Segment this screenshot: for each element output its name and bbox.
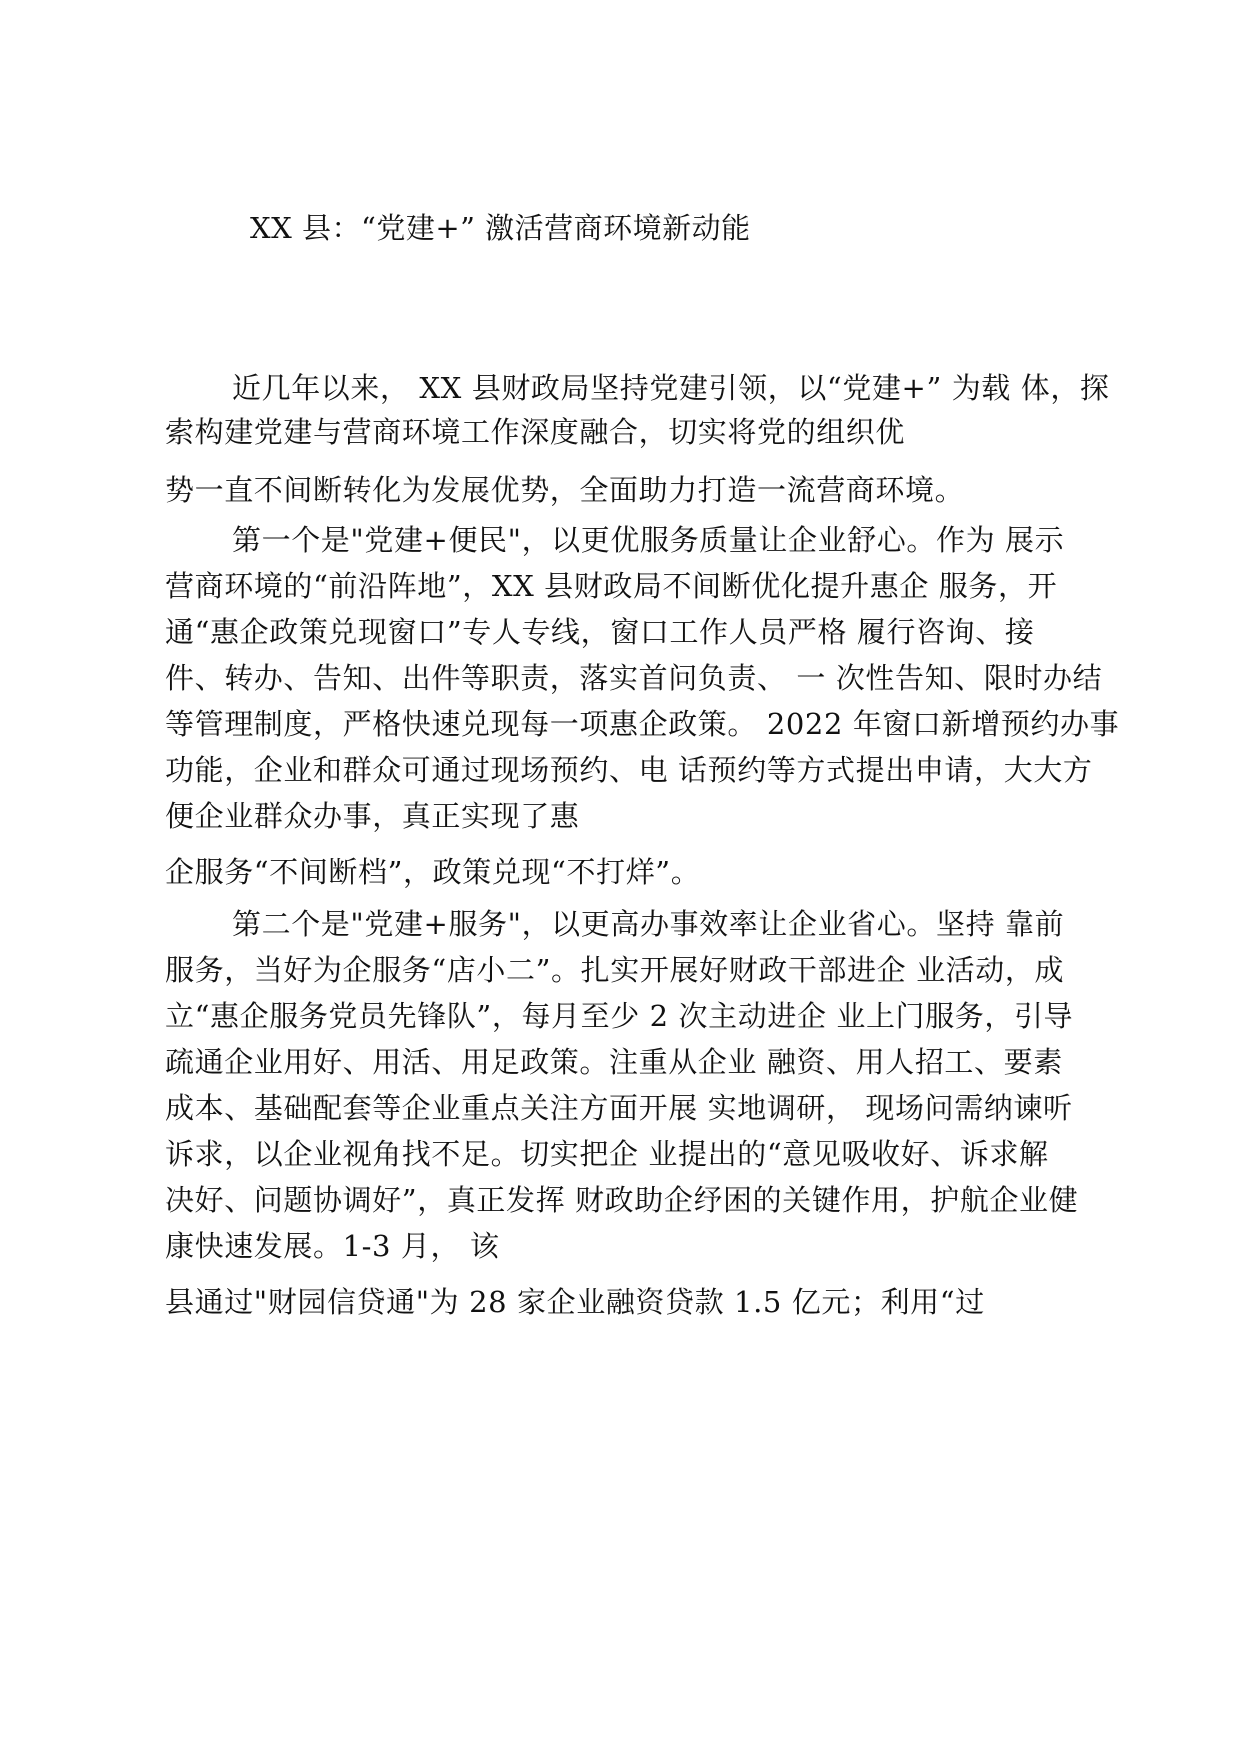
paragraph-5-line-5: 成本、基础配套等企业重点关注方面开展 实地调研， 现场问需纳谏听 bbox=[165, 1091, 1073, 1125]
paragraph-3-line-3: 通“惠企政策兑现窗口”专人专线，窗口工作人员严格 履行咨询、接 bbox=[165, 615, 1035, 649]
paragraph-5-line-1: 第二个是"党建+服务"，以更高办事效率让企业省心。坚持 靠前 bbox=[232, 907, 1065, 941]
paragraph-4-line-1: 企服务“不间断档”，政策兑现“不打烊”。 bbox=[165, 855, 701, 889]
paragraph-2-line-1: 势一直不间断转化为发展优势，全面助力打造一流营商环境。 bbox=[165, 473, 965, 507]
paragraph-5-line-3: 立“惠企服务党员先锋队”，每月至少 2 次主动进企 业上门服务，引导 bbox=[165, 999, 1074, 1033]
paragraph-3-line-6: 功能，企业和群众可通过现场预约、电 话预约等方式提出申请，大大方 bbox=[165, 753, 1093, 787]
paragraph-5-line-6: 诉求，以企业视角找不足。切实把企 业提出的“意见吸收好、诉求解 bbox=[165, 1137, 1049, 1171]
paragraph-1-line-1: 近几年以来， XX 县财政局坚持党建引领，以“党建+” 为载 体，探 bbox=[232, 371, 1110, 405]
paragraph-3-line-2: 营商环境的“前沿阵地”，XX 县财政局不间断优化提升惠企 服务，开 bbox=[165, 569, 1058, 603]
paragraph-3-line-5: 等管理制度，严格快速兑现每一项惠企政策。 2022 年窗口新增预约办事 bbox=[165, 707, 1120, 741]
paragraph-6-line-1: 县通过"财园信贷通"为 28 家企业融资贷款 1.5 亿元；利用“过 bbox=[165, 1285, 985, 1319]
paragraph-1-line-2: 索构建党建与营商环境工作深度融合，切实将党的组织优 bbox=[165, 415, 906, 449]
document-title: XX 县：“党建+” 激活营商环境新动能 bbox=[250, 211, 751, 245]
paragraph-5-line-7: 决好、问题协调好”，真正发挥 财政助企纾困的关键作用，护航企业健 bbox=[165, 1183, 1079, 1217]
paragraph-5-line-4: 疏通企业用好、用活、用足政策。注重从企业 融资、用人招工、要素 bbox=[165, 1045, 1063, 1079]
paragraph-3-line-7: 便企业群众办事，真正实现了惠 bbox=[165, 799, 580, 833]
paragraph-3-line-4: 件、转办、告知、出件等职责，落实首问负责、 一 次性告知、限时办结 bbox=[165, 661, 1103, 695]
paragraph-5-line-8: 康快速发展。1-3 月， 该 bbox=[165, 1229, 500, 1263]
paragraph-5-line-2: 服务，当好为企服务“店小二”。扎实开展好财政干部进企 业活动，成 bbox=[165, 953, 1065, 987]
paragraph-3-line-1: 第一个是"党建+便民"，以更优服务质量让企业舒心。作为 展示 bbox=[232, 523, 1065, 557]
